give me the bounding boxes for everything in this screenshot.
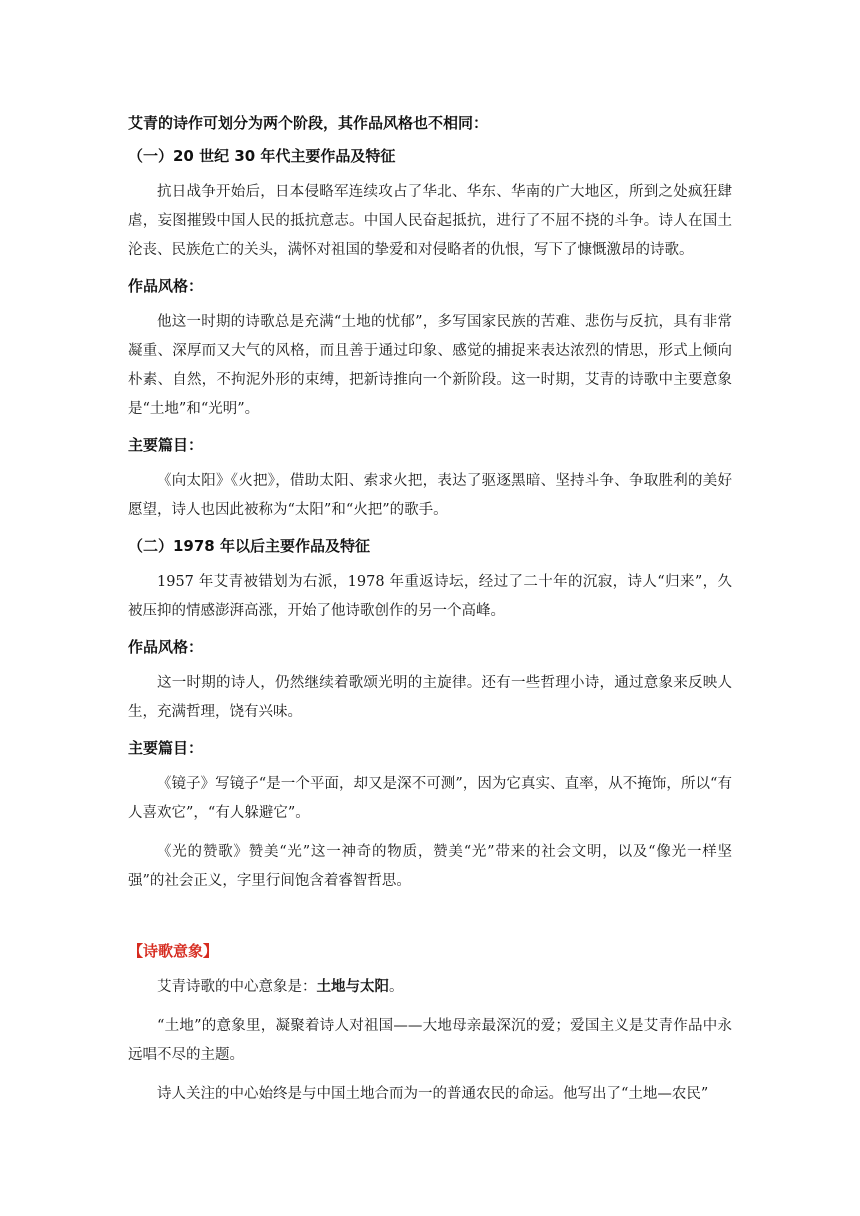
- imagery-title: 【诗歌意象】: [128, 942, 219, 960]
- section1-title: （一）20 世纪 30 年代主要作品及特征: [128, 147, 396, 165]
- imagery-paragraph-3: 诗人关注的中心始终是与中国土地合而为一的普通农民的命运。他写出了“土地—农民”: [157, 1086, 709, 1102]
- section1-works-text: 《向太阳》《火把》，借助太阳、索求火把，表达了驱逐黑暗、坚持斗争、争取胜利的美好愿望，诗人也因此被称为“太阳”和“火把”的歌手。: [128, 473, 732, 518]
- imagery-line-1-suffix: 。: [389, 979, 404, 995]
- section1-style-label: 作品风格：: [128, 277, 204, 295]
- imagery-line-1: [128, 973, 732, 1002]
- section2-style-label: 作品风格：: [128, 638, 204, 656]
- intro-heading: 艾青的诗作可划分为两个阶段，其作品风格也不相同：: [128, 114, 489, 132]
- imagery-line-1-bold: 土地与太阳: [316, 979, 389, 995]
- imagery-line-1-prefix: 艾青诗歌的中心意象是：: [157, 979, 317, 995]
- section2-works-text-2: 《光的赞歌》赞美“光”这一神奇的物质，赞美“光”带来的社会文明，以及“像光一样坚强”的社会正义，字里行间饱含着睿智哲思。: [128, 844, 732, 889]
- section2-works-label: 主要篇目：: [128, 739, 204, 757]
- section1-style-text: 他这一时期的诗歌总是充满“土地的忧郁”，多写国家民族的苦难、悲伤与反抗，具有非常凝重、深厚而又大气的风格，而且善于通过印象、感觉的捕捉来表达浓烈的情思，形式上倾向朴素、自然，不拘泥外形的束缚，把新诗推向一个新阶段。这一时期，艾青的诗歌中主要意象是“土地”和“光明”。: [128, 314, 732, 417]
- section-spacer: [128, 906, 732, 940]
- section2-works-text-1: 《镜子》写镜子“是一个平面，却又是深不可测”，因为它真实、直率，从不掩饰，所以“有人喜欢它”，“有人躲避它”。: [128, 776, 732, 821]
- section2-paragraph: 1957 年艾青被错划为右派，1978 年重返诗坛，经过了二十年的沉寂，诗人“归来”，久被压抑的情感澎湃高涨，开始了他诗歌创作的另一个高峰。: [128, 574, 732, 619]
- section1-paragraph: 抗日战争开始后，日本侵略军连续攻占了华北、华东、华南的广大地区，所到之处疯狂肆虐，妄图摧毁中国人民的抵抗意志。中国人民奋起抵抗，进行了不屈不挠的斗争。诗人在国土沦丧、民族危亡的关头，满怀对祖国的挚爱和对侵略者的仇恨，写下了慷慨激昂的诗歌。: [128, 184, 732, 258]
- section1-works-label: 主要篇目：: [128, 436, 204, 454]
- section2-style-text: 这一时期的诗人，仍然继续着歌颂光明的主旋律。还有一些哲理小诗，通过意象来反映人生，充满哲理，饶有兴味。: [128, 675, 732, 720]
- section2-title: （二）1978 年以后主要作品及特征: [128, 537, 370, 555]
- imagery-paragraph-2: “土地”的意象里，凝聚着诗人对祖国——大地母亲最深沉的爱；爱国主义是艾青作品中永远唱不尽的主题。: [128, 1018, 732, 1063]
